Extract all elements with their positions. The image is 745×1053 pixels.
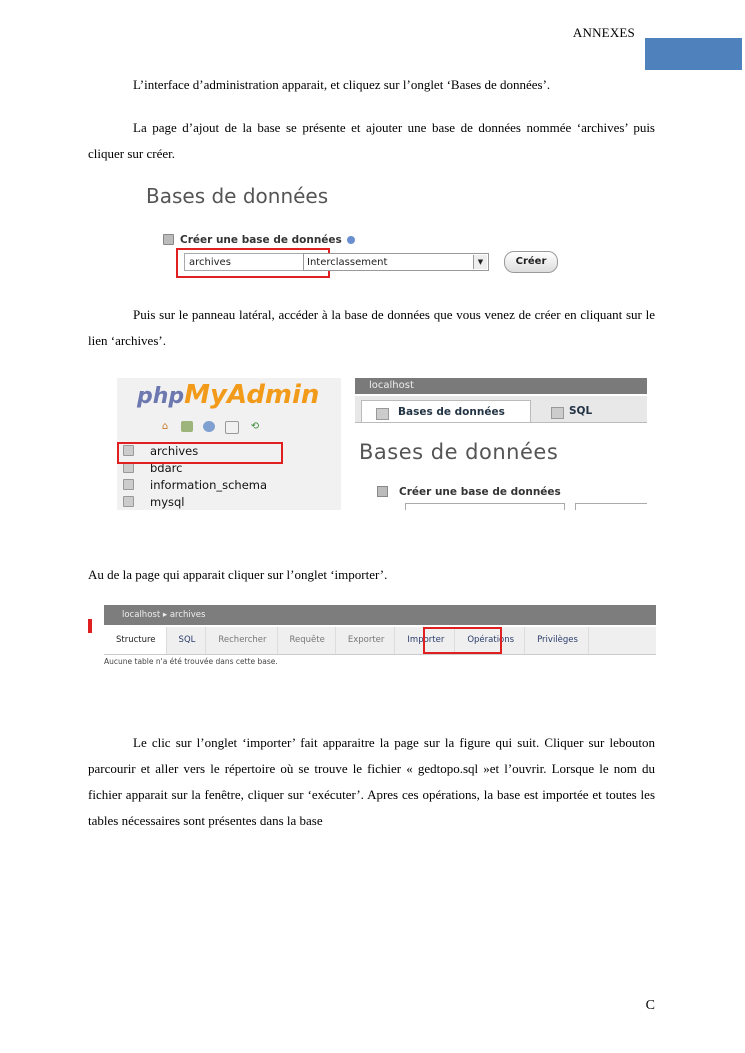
sidebar-item-archives[interactable]: archives <box>123 442 267 459</box>
page-number: C <box>645 998 655 1013</box>
main-panel <box>355 378 647 510</box>
database-icon <box>376 408 389 420</box>
tab-export[interactable]: Exporter <box>336 627 396 654</box>
red-mark <box>88 619 92 633</box>
reload-icon[interactable]: ⟲ <box>250 421 260 432</box>
breadcrumb-server[interactable]: localhost <box>122 610 161 620</box>
phpmyadmin-logo: phpMyAdmin <box>137 380 320 410</box>
tab-query[interactable]: Requête <box>278 627 336 654</box>
database-icon <box>377 486 388 497</box>
logout-icon[interactable] <box>181 421 193 432</box>
database-name-input[interactable] <box>405 503 565 510</box>
server-breadcrumb[interactable]: localhost <box>355 378 647 394</box>
tab-sql[interactable]: SQL <box>167 627 207 654</box>
no-tables-note: Aucune table n'a été trouvée dans cette base. <box>104 657 278 666</box>
figure-create-database <box>140 178 570 280</box>
tab-import[interactable]: Importer <box>395 627 455 654</box>
collation-value: Interclassement <box>307 257 388 268</box>
database-tab-bar <box>104 627 656 655</box>
docs-icon[interactable] <box>225 421 239 434</box>
tab-search[interactable]: Rechercher <box>206 627 277 654</box>
sql-icon <box>551 407 564 419</box>
figure-sidebar-archives <box>117 378 647 510</box>
create-button[interactable]: Créer <box>504 251 558 273</box>
tab-bar <box>355 396 647 423</box>
highlight-box <box>423 627 502 654</box>
database-icon <box>163 234 174 245</box>
database-icon <box>123 496 134 507</box>
create-database-label: Créer une base de données <box>180 234 342 246</box>
sidebar-item-bdarc[interactable]: bdarc <box>123 459 267 476</box>
figure2-title: Bases de données <box>359 440 559 464</box>
breadcrumb-database[interactable]: archives <box>169 610 206 620</box>
collation-select[interactable] <box>575 503 647 510</box>
tab-privileges[interactable]: Privilèges <box>525 627 589 654</box>
create-database-label: Créer une base de données <box>399 486 561 498</box>
sidebar-item-mysql[interactable]: mysql <box>123 493 267 510</box>
paragraph-5: Le clic sur l’onglet ‘importer’ fait apparaitre la page sur la figure qui suit. Cliquer sur lebouton parcourir et aller vers le répertoire où se trouve le fichier « gedtopo.sql »et l’ouvrir. Lorsque le nom du fichier apparait sur la fenêtre, cliquer sur ‘exécuter’. Apres ces opérations, la base est importée et toutes les tables nécessaires sont présentes dans la base <box>88 735 655 828</box>
figure1-title: Bases de données <box>146 184 329 208</box>
paragraph-3: Puis sur le panneau latéral, accéder à la base de données que vous venez de créer en cliquant sur le lien ‘archives’. <box>88 307 655 348</box>
sidebar-item-information-schema[interactable]: information_schema <box>123 476 267 493</box>
home-icon[interactable]: ⌂ <box>161 421 169 432</box>
paragraph-2: La page d’ajout de la base se présente et ajouter une base de données nommée ‘archives’ puis cliquer sur créer. <box>88 120 655 161</box>
header-accent-bar <box>645 38 742 70</box>
chevron-down-icon: ▼ <box>473 255 487 269</box>
database-name-input[interactable]: archives <box>184 253 324 271</box>
phpmyadmin-sidebar <box>117 378 341 510</box>
query-icon[interactable] <box>203 421 215 432</box>
tab-sql[interactable]: SQL <box>551 400 592 422</box>
breadcrumb: localhost ▸ archives <box>104 605 656 625</box>
tab-structure[interactable]: Structure <box>104 627 167 654</box>
page-header-label: ANNEXES <box>572 25 635 40</box>
tab-databases[interactable]: Bases de données <box>361 400 531 422</box>
database-icon <box>123 479 134 490</box>
figure-import-tab <box>88 605 656 667</box>
collation-select[interactable] <box>303 253 489 271</box>
sidebar-toolbar <box>159 421 261 434</box>
help-icon[interactable] <box>347 236 355 244</box>
highlight-box <box>117 442 283 464</box>
tab-operations[interactable]: Opérations <box>455 627 525 654</box>
paragraph-1: L’interface d’administration apparait, et cliquez sur l’onglet ‘Bases de données’. <box>133 77 551 92</box>
paragraph-4: Au de la page qui apparait cliquer sur l’onglet ‘importer’. <box>88 567 388 582</box>
